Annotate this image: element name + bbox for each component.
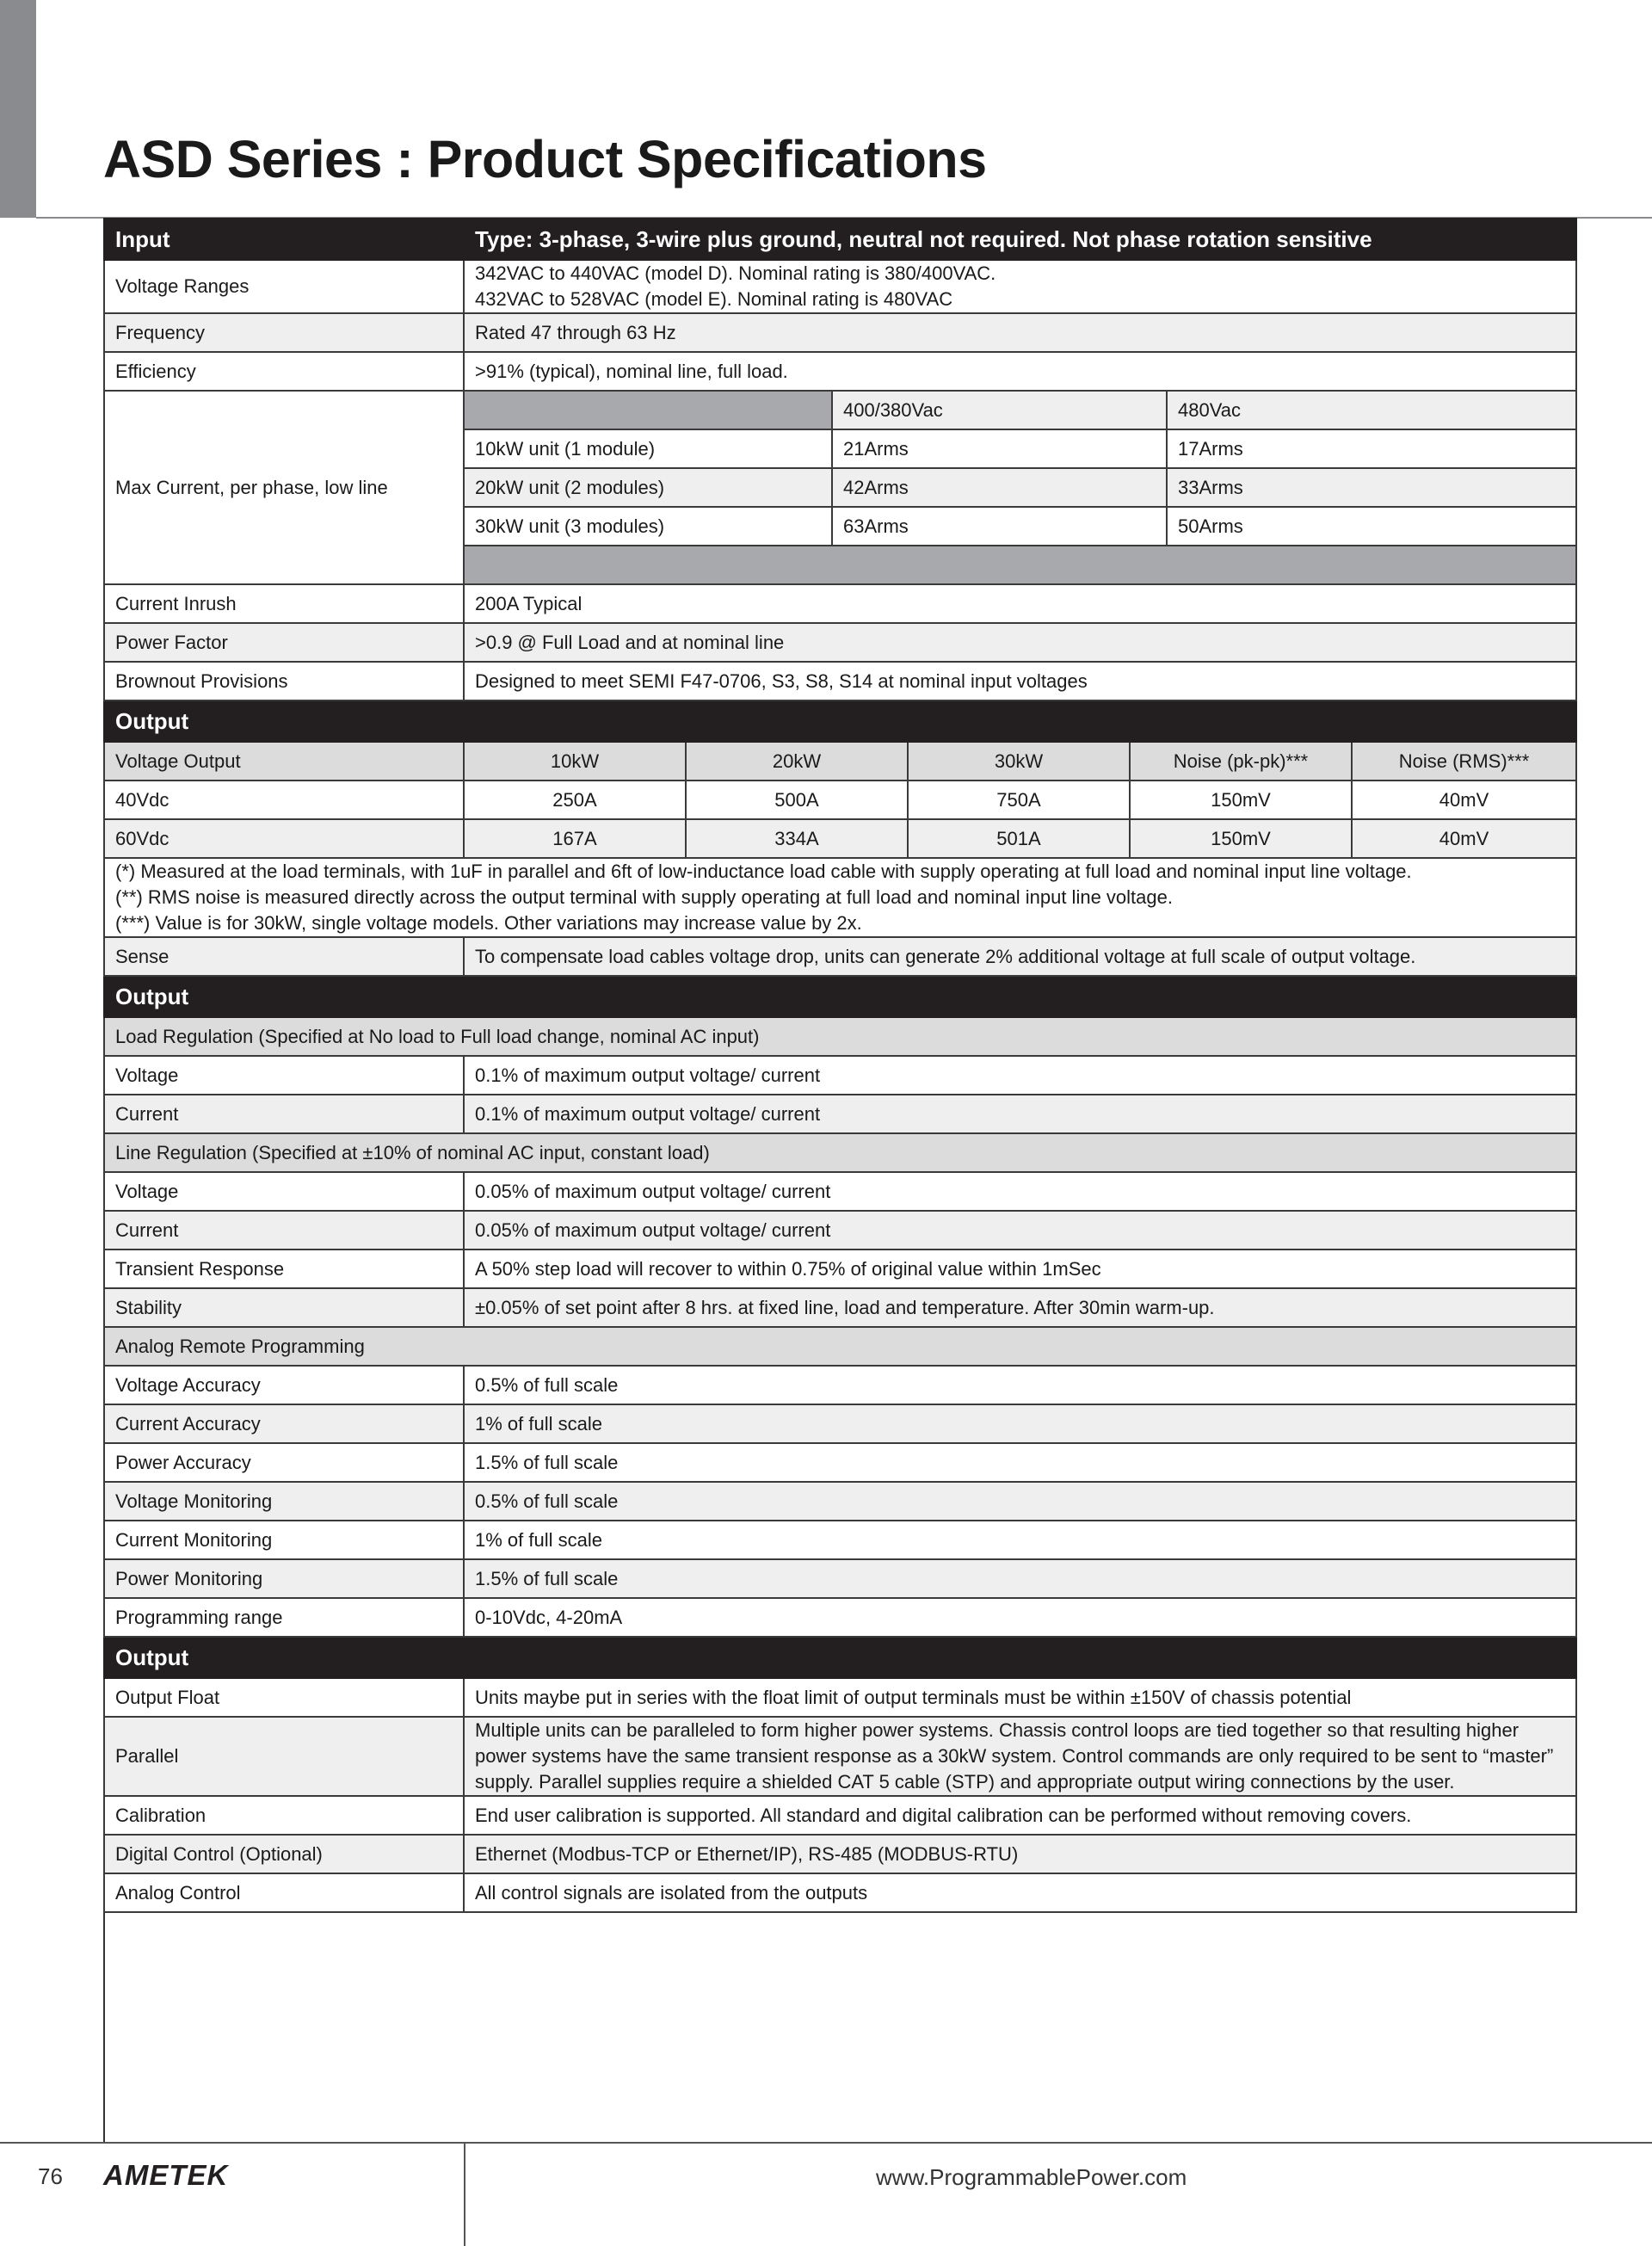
row-value: 0.05% of maximum output voltage/ current — [464, 1172, 1576, 1211]
cell: 42Arms — [832, 468, 1167, 507]
cell: 167A — [464, 819, 686, 858]
row-label: Digital Control (Optional) — [104, 1835, 464, 1873]
table-row — [104, 1443, 1576, 1482]
row-label: Voltage Accuracy — [104, 1366, 464, 1404]
output-header-row — [104, 700, 1576, 742]
table-row — [104, 1521, 1576, 1559]
row-label: Sense — [104, 937, 464, 976]
footnotes — [104, 858, 1576, 937]
row-value: 0.5% of full scale — [464, 1366, 1576, 1404]
table-row — [104, 1482, 1576, 1521]
table-row — [104, 662, 1576, 700]
col-header: 10kW — [464, 742, 686, 781]
gray-edge-tab — [0, 0, 36, 218]
table-row — [104, 391, 1576, 429]
row-value: 1% of full scale — [464, 1404, 1576, 1443]
row-label: Calibration — [104, 1796, 464, 1835]
cell: 20kW unit (2 modules) — [464, 468, 832, 507]
input-header-row — [104, 219, 1576, 260]
table-row — [104, 1717, 1576, 1796]
spec-table — [103, 218, 1577, 1913]
row-value: End user calibration is supported. All standard and digital calibration can be performed without removing covers. — [464, 1796, 1576, 1835]
value-line: 342VAC to 440VAC (model D). Nominal rating is 380/400VAC. — [475, 262, 996, 284]
section-header: Output — [104, 976, 1576, 1017]
output-header-row — [104, 976, 1576, 1017]
value-line: Multiple units can be paralleled to form higher power systems. Chassis control loops are tied together so that resulting higher — [475, 1719, 1519, 1741]
cell: 60Vdc — [104, 819, 464, 858]
cell: 50Arms — [1167, 507, 1576, 546]
website-url: www.ProgrammablePower.com — [876, 2164, 1187, 2190]
row-value: >0.9 @ Full Load and at nominal line — [464, 623, 1576, 662]
table-row — [104, 1172, 1576, 1211]
row-label: Voltage Monitoring — [104, 1482, 464, 1521]
row-label: Max Current, per phase, low line — [104, 391, 464, 584]
table-row — [104, 1288, 1576, 1327]
row-value: 0-10Vdc, 4-20mA — [464, 1598, 1576, 1637]
cell: 40mV — [1352, 781, 1576, 819]
row-label: Current Monitoring — [104, 1521, 464, 1559]
cell: 150mV — [1130, 781, 1352, 819]
subsection-label: Load Regulation (Specified at No load to Full load change, nominal AC input) — [104, 1017, 1576, 1056]
row-label: Power Factor — [104, 623, 464, 662]
table-row — [104, 1598, 1576, 1637]
table-row — [104, 1873, 1576, 1912]
table-row — [104, 742, 1576, 781]
row-label: Output Float — [104, 1678, 464, 1717]
row-value — [464, 1717, 1576, 1796]
table-row — [104, 937, 1576, 976]
col-header: 400/380Vac — [832, 391, 1167, 429]
row-label: Brownout Provisions — [104, 662, 464, 700]
subsection-label: Line Regulation (Specified at ±10% of nominal AC input, constant load) — [104, 1133, 1576, 1172]
cell: 30kW unit (3 modules) — [464, 507, 832, 546]
row-label: Current — [104, 1095, 464, 1133]
row-value: 1.5% of full scale — [464, 1559, 1576, 1598]
input-header-label: Input — [104, 219, 464, 260]
empty-gray-band — [464, 546, 1576, 584]
table-row — [104, 781, 1576, 819]
col-header: 20kW — [686, 742, 908, 781]
table-row — [104, 1095, 1576, 1133]
table-row — [104, 260, 1576, 313]
cell: 150mV — [1130, 819, 1352, 858]
row-value: 0.5% of full scale — [464, 1482, 1576, 1521]
section-header: Output — [104, 1637, 1576, 1678]
subsection-label: Analog Remote Programming — [104, 1327, 1576, 1366]
value-line: 432VAC to 528VAC (model E). Nominal rating is 480VAC — [475, 288, 953, 310]
row-value: To compensate load cables voltage drop, units can generate 2% additional voltage at full scale of output voltage. — [464, 937, 1576, 976]
col-header: 480Vac — [1167, 391, 1576, 429]
cell: 250A — [464, 781, 686, 819]
table-row — [104, 623, 1576, 662]
row-value: 0.05% of maximum output voltage/ current — [464, 1211, 1576, 1249]
value-line: power systems have the same transient response as a 30kW system. Control commands are only required to be sent to “master” — [475, 1745, 1554, 1767]
row-label: Voltage Ranges — [104, 260, 464, 313]
table-row — [104, 1404, 1576, 1443]
row-label: Current Accuracy — [104, 1404, 464, 1443]
footnote: (***) Value is for 30kW, single voltage models. Other variations may increase value by 2x. — [115, 912, 862, 934]
subsection-row — [104, 1327, 1576, 1366]
cell: 33Arms — [1167, 468, 1576, 507]
table-row — [104, 1366, 1576, 1404]
row-value: 0.1% of maximum output voltage/ current — [464, 1095, 1576, 1133]
row-label: Frequency — [104, 313, 464, 352]
footer-divider — [0, 2142, 1652, 2144]
row-value: Designed to meet SEMI F47-0706, S3, S8, S14 at nominal input voltages — [464, 662, 1576, 700]
row-value: A 50% step load will recover to within 0.75% of original value within 1mSec — [464, 1249, 1576, 1288]
table-row — [104, 1249, 1576, 1288]
table-row — [104, 819, 1576, 858]
cell: 334A — [686, 819, 908, 858]
input-type: Type: 3-phase, 3-wire plus ground, neutral not required. Not phase rotation sensitive — [464, 219, 1576, 260]
value-line: supply. Parallel supplies require a shielded CAT 5 cable (STP) and appropriate output wiring connections by the user. — [475, 1771, 1455, 1792]
output-header-row — [104, 1637, 1576, 1678]
row-value: Units maybe put in series with the float limit of output terminals must be within ±150V of chassis potential — [464, 1678, 1576, 1717]
table-row — [104, 584, 1576, 623]
col-header: Noise (RMS)*** — [1352, 742, 1576, 781]
cell: 501A — [908, 819, 1130, 858]
row-label: Stability — [104, 1288, 464, 1327]
cell: 40Vdc — [104, 781, 464, 819]
row-value: 200A Typical — [464, 584, 1576, 623]
table-row — [104, 1796, 1576, 1835]
page-number: 76 — [38, 2163, 63, 2189]
footnote: (**) RMS noise is measured directly across the output terminal with supply operating at full load and nominal input line voltage. — [115, 886, 1173, 908]
row-value: ±0.05% of set point after 8 hrs. at fixed line, load and temperature. After 30min warm-up. — [464, 1288, 1576, 1327]
row-value — [464, 260, 1576, 313]
row-label: Voltage — [104, 1172, 464, 1211]
subsection-row — [104, 1133, 1576, 1172]
cell: 750A — [908, 781, 1130, 819]
cell: 17Arms — [1167, 429, 1576, 468]
row-label: Efficiency — [104, 352, 464, 391]
row-label: Parallel — [104, 1717, 464, 1796]
cell: 500A — [686, 781, 908, 819]
row-value: Rated 47 through 63 Hz — [464, 313, 1576, 352]
footnote: (*) Measured at the load terminals, with 1uF in parallel and 6ft of low-inductance load cable with supply operating at full load and nominal input line voltage. — [115, 861, 1412, 882]
subsection-row — [104, 1017, 1576, 1056]
row-label: Current — [104, 1211, 464, 1249]
table-row — [104, 1678, 1576, 1717]
table-row — [104, 1056, 1576, 1095]
table-row — [104, 1211, 1576, 1249]
row-value: >91% (typical), nominal line, full load. — [464, 352, 1576, 391]
ametek-logo: AMETEK — [103, 2159, 229, 2191]
row-label: Current Inrush — [104, 584, 464, 623]
table-row — [104, 858, 1576, 937]
row-value: Ethernet (Modbus-TCP or Ethernet/IP), RS-485 (MODBUS-RTU) — [464, 1835, 1576, 1873]
row-label: Transient Response — [104, 1249, 464, 1288]
row-value: 0.1% of maximum output voltage/ current — [464, 1056, 1576, 1095]
table-row — [104, 1835, 1576, 1873]
table-row — [104, 352, 1576, 391]
cell: 40mV — [1352, 819, 1576, 858]
row-label: Power Monitoring — [104, 1559, 464, 1598]
row-label: Analog Control — [104, 1873, 464, 1912]
col-header: Noise (pk-pk)*** — [1130, 742, 1352, 781]
row-label: Programming range — [104, 1598, 464, 1637]
col-header: Voltage Output — [104, 742, 464, 781]
row-value: All control signals are isolated from the outputs — [464, 1873, 1576, 1912]
cell: 63Arms — [832, 507, 1167, 546]
col-header: 30kW — [908, 742, 1130, 781]
row-value: 1% of full scale — [464, 1521, 1576, 1559]
empty-header-cell — [464, 391, 832, 429]
cell: 21Arms — [832, 429, 1167, 468]
cell: 10kW unit (1 module) — [464, 429, 832, 468]
row-label: Voltage — [104, 1056, 464, 1095]
page-title: ASD Series : Product Specifications — [103, 130, 987, 188]
table-row — [104, 1559, 1576, 1598]
section-header: Output — [104, 700, 1576, 742]
table-row — [104, 313, 1576, 352]
row-value: 1.5% of full scale — [464, 1443, 1576, 1482]
footer-vertical-divider — [464, 2143, 465, 2246]
row-label: Power Accuracy — [104, 1443, 464, 1482]
